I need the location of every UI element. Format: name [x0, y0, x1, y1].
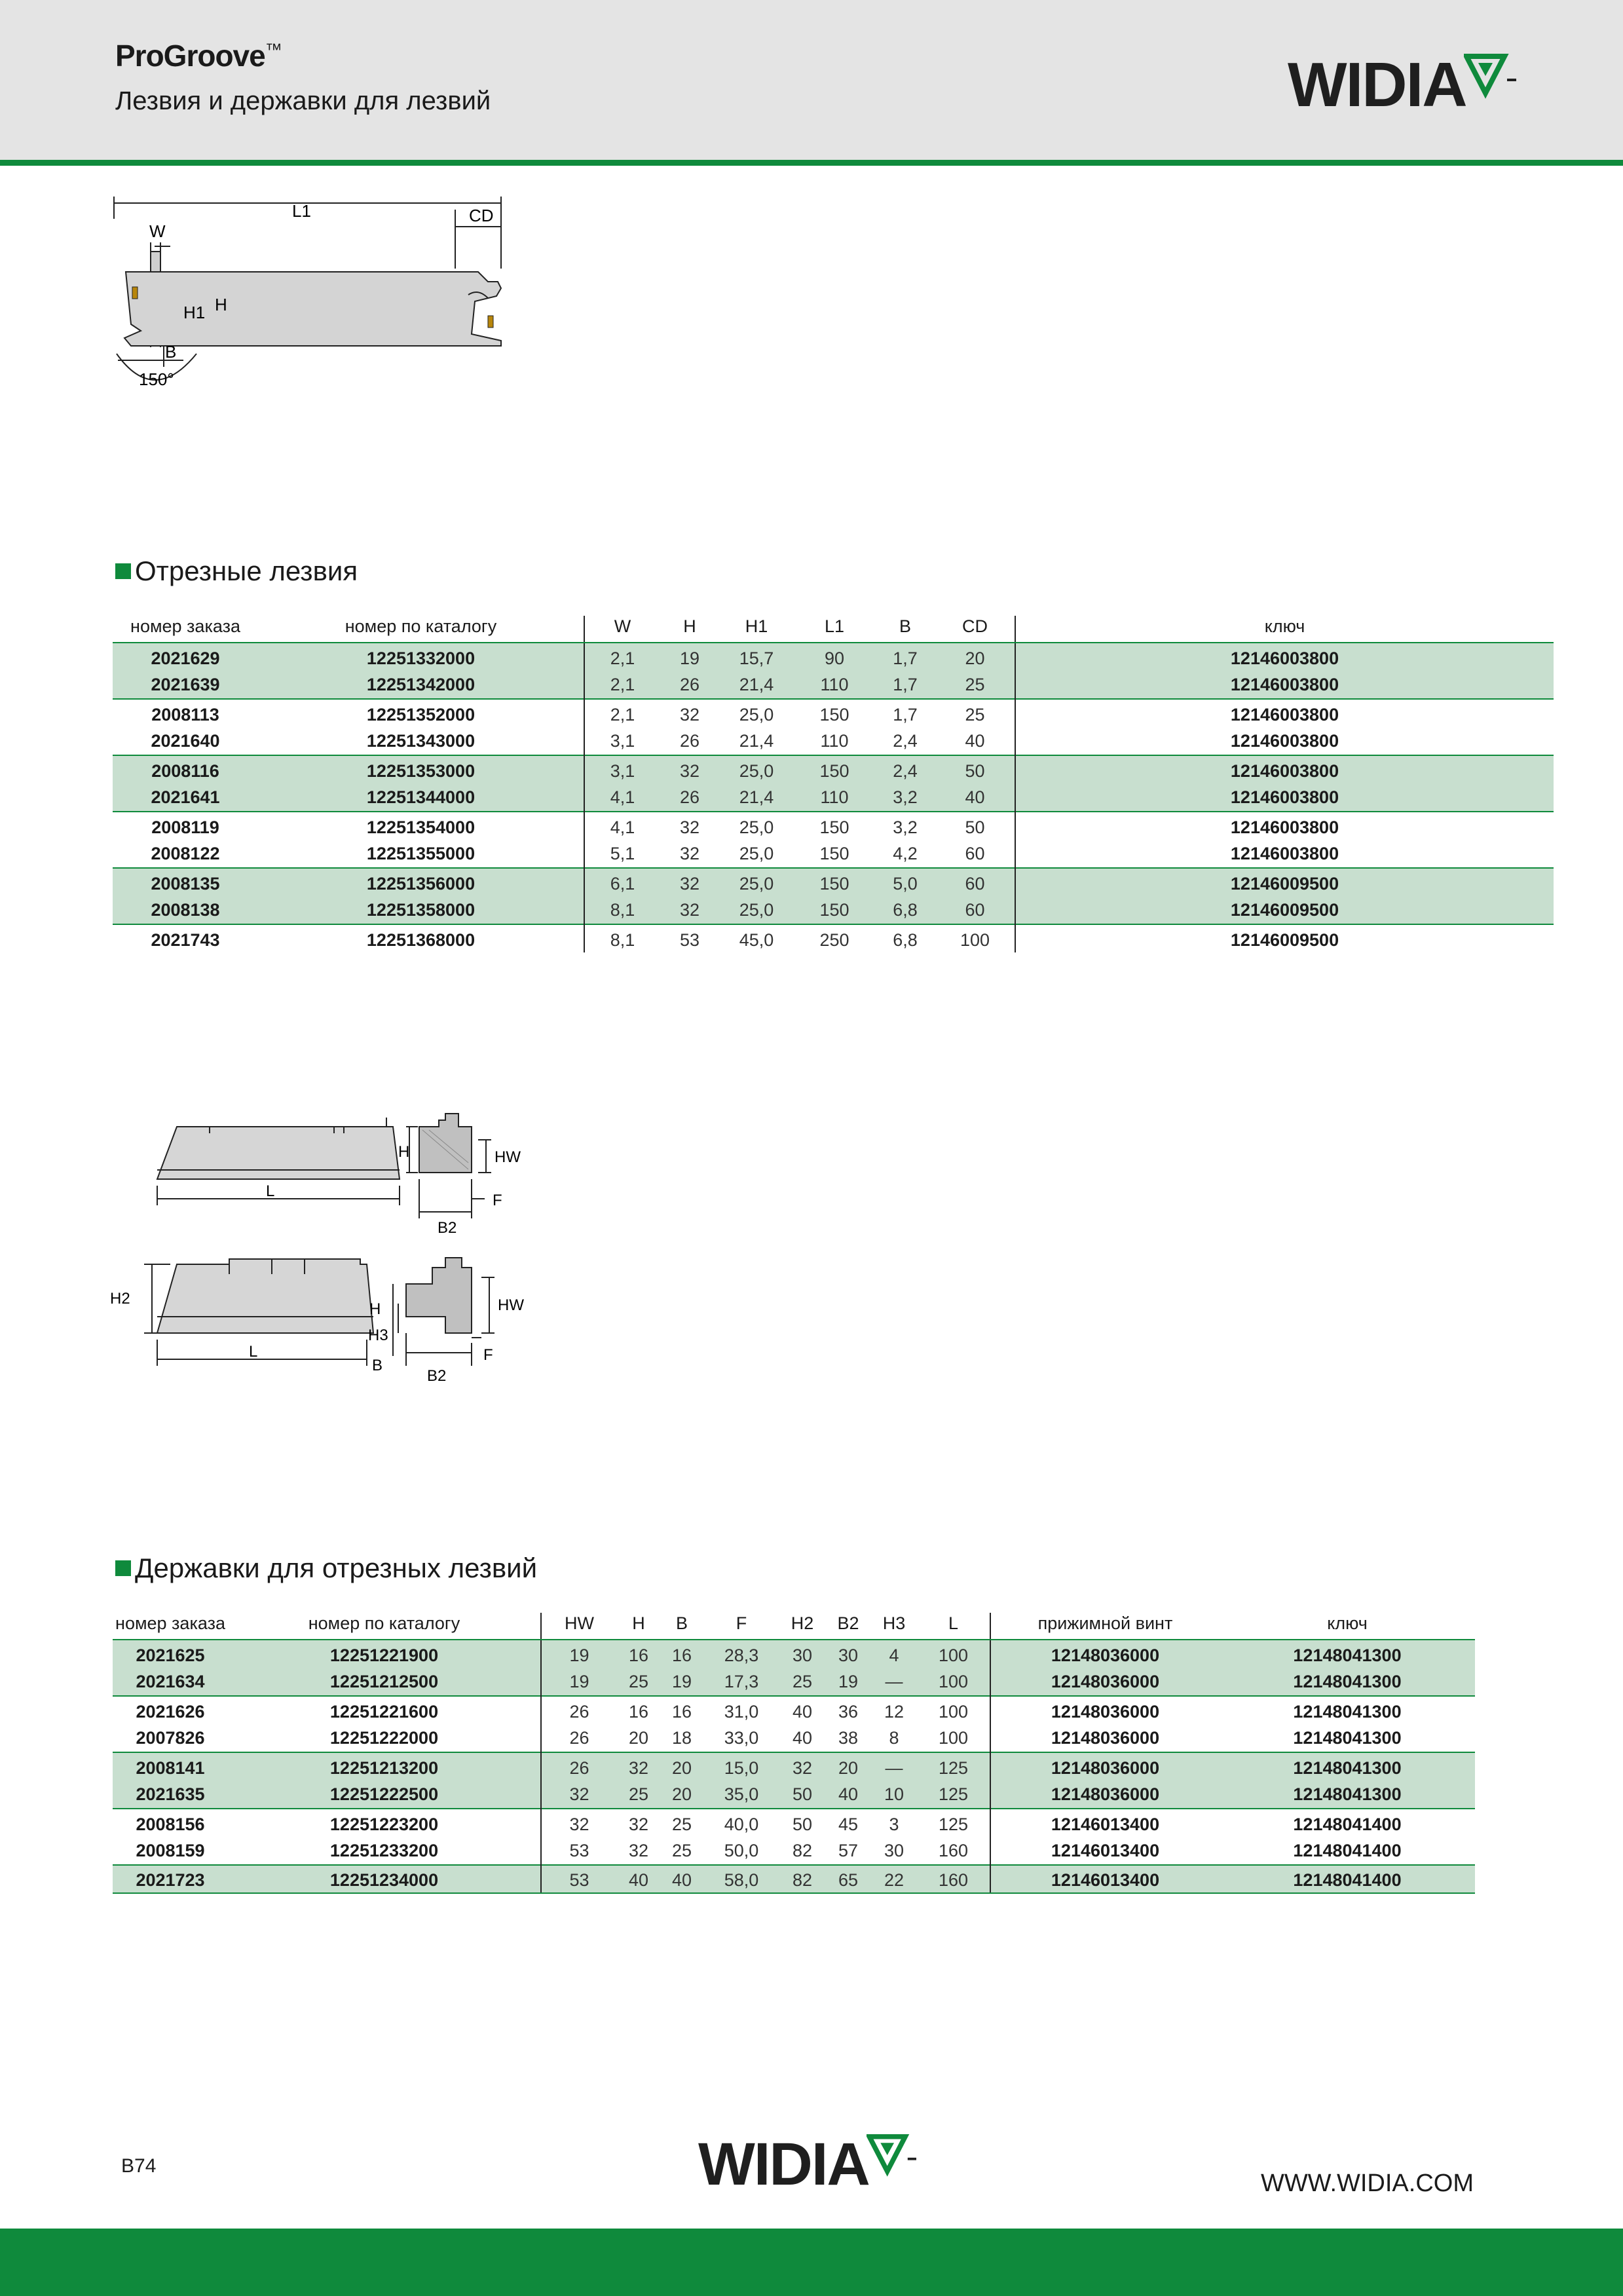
table-row [113, 1865, 1475, 1893]
column-header: ключ [1015, 616, 1554, 643]
table-cell: 250 [794, 924, 875, 952]
table-cell: 4,2 [893, 843, 918, 863]
table-cell: 32 [541, 1809, 617, 1837]
table-cell: 12251358000 [258, 896, 584, 924]
table-cell: 12148036000 [990, 1668, 1220, 1696]
table-cell: 12251222500 [228, 1780, 541, 1809]
table-row [113, 1668, 1475, 1696]
table-cell: 19 [541, 1668, 617, 1696]
table-cell: 82 [792, 1840, 813, 1860]
table-cell: 12146009500 [1015, 868, 1554, 896]
table-cell: 40 [779, 1696, 825, 1724]
footer-bar [0, 2229, 1623, 2296]
table-cell: 10 [871, 1780, 917, 1809]
table-row [113, 1696, 1475, 1724]
table-cell: 160 [917, 1865, 990, 1893]
table-cell: 150 [819, 843, 849, 863]
table-cell: 150 [794, 699, 875, 727]
table-cell: 36 [825, 1696, 871, 1724]
table-cell: 1,7 [875, 671, 935, 699]
svg-text:F: F [493, 1192, 502, 1209]
table-cell: 16 [660, 1696, 703, 1724]
table-cell: 25,0 [719, 812, 794, 840]
svg-text:L: L [266, 1182, 275, 1200]
table-cell: 3,1 [584, 727, 660, 755]
table-cell: 12148041300 [1293, 1727, 1402, 1748]
table-cell: 25,0 [719, 896, 794, 924]
table-cell: 12251234000 [228, 1865, 541, 1893]
table-cell: 16 [660, 1640, 703, 1668]
column-header: прижимной винт [990, 1613, 1220, 1640]
header-divider [0, 160, 1623, 166]
column-header: B [875, 616, 935, 643]
table-cell: 1,7 [875, 643, 935, 671]
widia-logo-header: WIDIA [1288, 54, 1523, 117]
table-cell: 32 [541, 1780, 617, 1809]
table-cell: 2008122 [151, 843, 220, 863]
table-cell: 30 [779, 1640, 825, 1668]
column-header: номер заказа [113, 1613, 228, 1640]
table-cell: 26 [541, 1752, 617, 1780]
table-cell: 12148036000 [990, 1752, 1220, 1780]
section-marker-icon [115, 563, 131, 579]
table-cell: 2021626 [113, 1696, 228, 1724]
table-cell: 12146003800 [1015, 755, 1554, 783]
table-cell: 2008113 [113, 699, 258, 727]
table-cell: 110 [794, 783, 875, 812]
table-row [113, 699, 1554, 727]
table-cell: 20 [935, 643, 1015, 671]
table-cell: 40 [825, 1780, 871, 1809]
table-cell: 12251342000 [258, 671, 584, 699]
table-cell: 2,1 [584, 643, 660, 671]
blades-section-title: Отрезные лезвия [115, 555, 358, 587]
table-cell: 100 [917, 1668, 990, 1696]
svg-text:HW: HW [498, 1296, 524, 1314]
table-cell: 8 [889, 1727, 899, 1748]
table-cell: 150 [794, 755, 875, 783]
table-cell: 25 [935, 699, 1015, 727]
column-header: HW [541, 1613, 617, 1640]
svg-text:L: L [249, 1343, 258, 1361]
table-cell: 2021723 [113, 1865, 228, 1893]
table-cell: 26 [660, 671, 719, 699]
table-cell: 53 [660, 924, 719, 952]
table-cell: 2008116 [113, 755, 258, 783]
table-cell: 8,1 [584, 896, 660, 924]
table-cell: 60 [935, 868, 1015, 896]
table-cell: 12251222000 [329, 1727, 439, 1748]
svg-text:B2: B2 [438, 1219, 457, 1237]
table-cell: 2007826 [136, 1727, 205, 1748]
table-cell: 100 [935, 924, 1015, 952]
table-cell: 25 [671, 1840, 692, 1860]
table-cell: 20 [660, 1752, 703, 1780]
column-header: H [617, 1613, 660, 1640]
table-cell: 25 [935, 671, 1015, 699]
column-header: CD [935, 616, 1015, 643]
table-row [113, 812, 1554, 840]
table-cell: 32 [660, 699, 719, 727]
table-cell: 12148036000 [990, 1696, 1220, 1724]
table-cell: 26 [541, 1696, 617, 1724]
table-cell: 12251343000 [366, 730, 476, 751]
table-cell: 26 [679, 730, 700, 751]
table-cell: 12146003800 [1015, 783, 1554, 812]
table-cell: 21,4 [719, 783, 794, 812]
table-cell: 50 [935, 812, 1015, 840]
page-number: B74 [121, 2155, 157, 2177]
table-row [113, 1724, 1475, 1752]
table-cell: 2008138 [113, 896, 258, 924]
table-cell: 125 [917, 1752, 990, 1780]
svg-text:H: H [215, 295, 227, 314]
table-cell: 20 [628, 1727, 649, 1748]
table-cell: 2021640 [151, 730, 220, 751]
table-cell: 12251221900 [228, 1640, 541, 1668]
column-header: H [660, 616, 719, 643]
table-cell: 16 [617, 1640, 660, 1668]
table-cell: 12251356000 [258, 868, 584, 896]
table-cell: 50 [779, 1809, 825, 1837]
table-cell: 3,1 [584, 755, 660, 783]
table-cell: 2021629 [113, 643, 258, 671]
table-cell: 12148041400 [1293, 1840, 1402, 1860]
table-cell: 4 [871, 1640, 917, 1668]
table-cell: 15,0 [703, 1752, 779, 1780]
table-cell: 12148041400 [1220, 1809, 1475, 1837]
table-row [113, 1780, 1475, 1809]
table-cell: 6,1 [584, 868, 660, 896]
table-cell: 2021743 [113, 924, 258, 952]
column-header: H3 [871, 1613, 917, 1640]
column-header: H2 [779, 1613, 825, 1640]
table-cell: 12251213200 [228, 1752, 541, 1780]
column-header: F [703, 1613, 779, 1640]
table-cell: 40 [965, 730, 985, 751]
table-cell: 25 [660, 1809, 703, 1837]
table-cell: 12148041300 [1220, 1640, 1475, 1668]
table-cell: 25,0 [719, 699, 794, 727]
holders-section-title: Державки для отрезных лезвий [115, 1553, 537, 1584]
column-header: B2 [825, 1613, 871, 1640]
svg-text:W: W [149, 221, 166, 241]
table-cell: 12251344000 [258, 783, 584, 812]
svg-text:F: F [483, 1346, 493, 1364]
table-cell: 25 [617, 1780, 660, 1809]
table-cell: 25 [617, 1668, 660, 1696]
table-cell: 40 [935, 783, 1015, 812]
table-cell: 25,0 [719, 755, 794, 783]
table-row [113, 671, 1554, 699]
table-cell: 5,0 [875, 868, 935, 896]
table-cell: 150 [794, 896, 875, 924]
table-cell: 2,4 [893, 730, 918, 751]
table-cell: 12148041400 [1220, 1865, 1475, 1893]
svg-text:L1: L1 [292, 201, 311, 221]
table-row [113, 783, 1554, 812]
table-cell: 50 [779, 1780, 825, 1809]
table-cell: 2,1 [584, 699, 660, 727]
table-cell: 19 [660, 1668, 703, 1696]
table-cell: 21,4 [739, 730, 774, 751]
table-cell: 100 [917, 1640, 990, 1668]
table-cell: 18 [671, 1727, 692, 1748]
column-header: L [917, 1613, 990, 1640]
table-cell: 12146003800 [1015, 727, 1554, 755]
column-header: номер заказа [113, 616, 258, 643]
table-cell: 3 [871, 1809, 917, 1837]
table-cell: 12146013400 [990, 1865, 1220, 1893]
table-cell: 32 [628, 1840, 649, 1860]
table-cell: 6,8 [875, 924, 935, 952]
table-cell: 2,4 [875, 755, 935, 783]
table-cell: 8,1 [584, 924, 660, 952]
table-cell: 160 [938, 1840, 969, 1860]
table-cell: 21,4 [719, 671, 794, 699]
table-cell: 45,0 [719, 924, 794, 952]
table-cell: 2021635 [113, 1780, 228, 1809]
table-cell: — [871, 1752, 917, 1780]
column-header: L1 [794, 616, 875, 643]
table-cell: 26 [541, 1724, 617, 1752]
table-cell: 2021639 [113, 671, 258, 699]
table-cell: 1,7 [875, 699, 935, 727]
table-cell: 38 [838, 1727, 859, 1748]
section-marker-icon [115, 1560, 131, 1576]
table-row [113, 755, 1554, 783]
table-row [113, 840, 1554, 868]
table-cell: 28,3 [703, 1640, 779, 1668]
table-cell: 53 [541, 1837, 617, 1865]
table-cell: 12148041300 [1220, 1752, 1475, 1780]
table-cell: 2008141 [113, 1752, 228, 1780]
widia-triangle-icon [867, 2134, 923, 2177]
table-cell: 32 [679, 843, 700, 863]
table-cell: 57 [838, 1840, 859, 1860]
table-cell: 25,0 [739, 843, 774, 863]
table-cell: 30 [884, 1840, 905, 1860]
table-cell: 2021634 [113, 1668, 228, 1696]
table-cell: 100 [917, 1696, 990, 1724]
table-cell: 40,0 [703, 1809, 779, 1837]
table-cell: 3,2 [875, 783, 935, 812]
table-cell: 2,1 [584, 671, 660, 699]
table-cell: 32 [660, 812, 719, 840]
table-cell: 35,0 [703, 1780, 779, 1809]
table-cell: 12251368000 [258, 924, 584, 952]
table-row [113, 868, 1554, 896]
table-cell: 32 [617, 1809, 660, 1837]
table-cell: 12146009500 [1015, 896, 1554, 924]
table-cell: 25 [779, 1668, 825, 1696]
table-cell: 12148041300 [1220, 1696, 1475, 1724]
table-cell: 40 [660, 1865, 703, 1893]
table-cell: 12146013400 [990, 1837, 1220, 1865]
holders-table [113, 1613, 1475, 1894]
table-cell: 20 [660, 1780, 703, 1809]
table-cell: 12148041300 [1220, 1780, 1475, 1809]
table-cell: 26 [660, 783, 719, 812]
product-brand: ProGroove™ [115, 39, 282, 73]
svg-text:H: H [369, 1300, 381, 1318]
table-row [113, 1752, 1475, 1780]
table-cell: — [871, 1668, 917, 1696]
table-cell: 31,0 [703, 1696, 779, 1724]
table-cell: 2021641 [113, 783, 258, 812]
table-cell: 110 [820, 730, 849, 751]
table-cell: 12251332000 [258, 643, 584, 671]
table-cell: 12148036000 [990, 1640, 1220, 1668]
table-cell: 40 [617, 1865, 660, 1893]
website-url: WWW.WIDIA.COM [1260, 2170, 1474, 2197]
table-cell: 12146003800 [1015, 671, 1554, 699]
column-header: номер по каталогу [228, 1613, 541, 1640]
table-cell: 22 [871, 1865, 917, 1893]
table-cell: 17,3 [703, 1668, 779, 1696]
blades-table [113, 616, 1554, 952]
table-cell: 2008119 [113, 812, 258, 840]
table-cell: 50 [935, 755, 1015, 783]
table-cell: 12148036000 [990, 1724, 1220, 1752]
table-cell: 30 [825, 1640, 871, 1668]
table-cell: 12251212500 [228, 1668, 541, 1696]
table-row [113, 1837, 1475, 1865]
table-cell: 15,7 [719, 643, 794, 671]
table-cell: 12146003800 [1015, 643, 1554, 671]
table-cell: 16 [617, 1696, 660, 1724]
table-cell: 32 [660, 755, 719, 783]
svg-text:H3: H3 [368, 1327, 388, 1344]
table-row [113, 1640, 1475, 1668]
table-cell: 12251355000 [366, 843, 476, 863]
table-row [113, 727, 1554, 755]
column-header: ключ [1220, 1613, 1475, 1640]
svg-text:H1: H1 [183, 303, 206, 322]
table-cell: 33,0 [724, 1727, 759, 1748]
table-cell: 32 [617, 1752, 660, 1780]
table-cell: 58,0 [703, 1865, 779, 1893]
table-cell: 12146003800 [1015, 699, 1554, 727]
table-cell: 40 [792, 1727, 813, 1748]
svg-text:H: H [398, 1143, 410, 1161]
page-subtitle: Лезвия и державки для лезвий [115, 86, 491, 115]
table-cell: 6,8 [875, 896, 935, 924]
table-cell: 32 [660, 896, 719, 924]
table-cell: 125 [917, 1780, 990, 1809]
table-cell: 90 [794, 643, 875, 671]
table-cell: 3,2 [875, 812, 935, 840]
table-cell: 12148036000 [990, 1780, 1220, 1809]
svg-text:HW: HW [494, 1148, 521, 1166]
table-cell: 2008135 [113, 868, 258, 896]
table-cell: 12251352000 [258, 699, 584, 727]
table-cell: 60 [935, 896, 1015, 924]
table-cell: 12251353000 [258, 755, 584, 783]
table-cell: 12146009500 [1015, 924, 1554, 952]
column-header: H1 [719, 616, 794, 643]
table-cell: 100 [938, 1727, 969, 1748]
table-cell: 2008159 [136, 1840, 205, 1860]
table-cell: 4,1 [584, 812, 660, 840]
svg-text:B: B [372, 1357, 383, 1374]
table-cell: 25,0 [719, 868, 794, 896]
svg-text:H2: H2 [110, 1290, 130, 1308]
widia-logo-footer: WIDIA [698, 2134, 923, 2194]
table-cell: 12 [871, 1696, 917, 1724]
table-cell: 150 [794, 868, 875, 896]
column-header: B [660, 1613, 703, 1640]
holder-dimension-diagram [105, 1107, 550, 1395]
table-cell: 12251354000 [258, 812, 584, 840]
table-cell: 32 [779, 1752, 825, 1780]
column-header: номер по каталогу [258, 616, 584, 643]
table-row [113, 1809, 1475, 1837]
table-cell: 60 [965, 843, 985, 863]
table-cell: 12148041300 [1220, 1668, 1475, 1696]
table-row [113, 643, 1554, 671]
table-cell: 4,1 [584, 783, 660, 812]
widia-triangle-icon [1464, 54, 1523, 100]
table-cell: 2008156 [113, 1809, 228, 1837]
table-cell: 19 [825, 1668, 871, 1696]
table-row [113, 896, 1554, 924]
table-cell: 65 [825, 1865, 871, 1893]
table-cell: 19 [660, 643, 719, 671]
table-cell: 50,0 [724, 1840, 759, 1860]
table-row [113, 924, 1554, 952]
table-cell: 12251223200 [228, 1809, 541, 1837]
table-cell: 125 [917, 1809, 990, 1837]
table-cell: 12251233200 [329, 1840, 439, 1860]
table-cell: 2021625 [113, 1640, 228, 1668]
table-cell: 32 [660, 868, 719, 896]
table-cell: 45 [825, 1809, 871, 1837]
svg-text:150°: 150° [139, 369, 174, 389]
table-cell: 19 [541, 1640, 617, 1668]
table-cell: 53 [541, 1865, 617, 1893]
svg-text:B2: B2 [427, 1367, 447, 1385]
table-cell: 20 [825, 1752, 871, 1780]
svg-text:B: B [165, 342, 177, 362]
table-cell: 82 [779, 1865, 825, 1893]
table-cell: 12146003800 [1015, 812, 1554, 840]
table-cell: 12146013400 [990, 1809, 1220, 1837]
table-cell: 110 [794, 671, 875, 699]
table-cell: 150 [794, 812, 875, 840]
table-cell: 5,1 [584, 840, 660, 868]
blade-dimension-diagram [105, 190, 524, 400]
table-cell: 12146003800 [1015, 840, 1554, 868]
column-header: W [584, 616, 660, 643]
table-cell: 12251221600 [228, 1696, 541, 1724]
svg-text:CD: CD [469, 206, 494, 225]
